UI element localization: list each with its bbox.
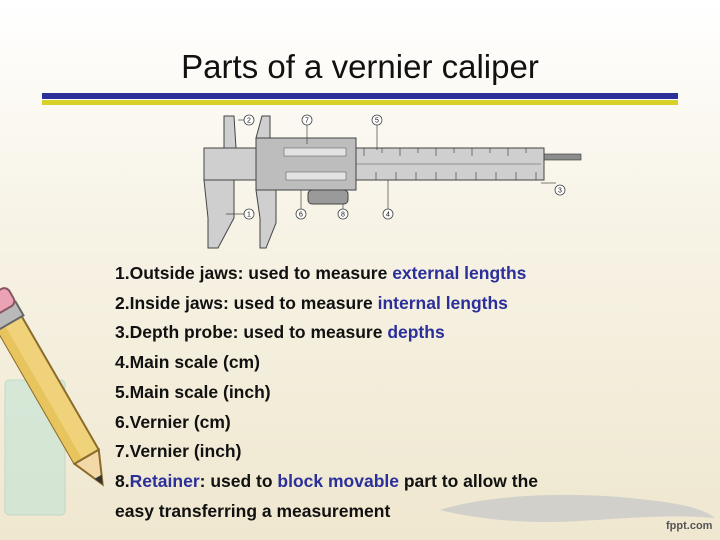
list-item: 3.Depth probe: used to measure depths [115,322,445,343]
footer-brand: fppt.com [666,520,713,532]
callout-1: 1 [247,211,251,219]
vernier-slider [256,138,356,190]
slide-title: Parts of a vernier caliper [181,48,539,85]
list-item: 7.Vernier (inch) [115,441,242,462]
list-item: 5.Main scale (inch) [115,381,271,402]
inside-jaw-movable [256,116,270,138]
callout-5: 5 [375,117,379,125]
callout-2: 2 [247,117,251,125]
callout-3: 3 [558,187,562,195]
retainer-screw [308,190,348,204]
list-item: 4.Main scale (cm) [115,352,260,373]
list-item: 2.Inside jaws: used to measure internal lengths [115,292,508,313]
callout-7: 7 [305,117,309,125]
callout-8: 8 [341,211,345,219]
callout-4: 4 [386,211,390,219]
title-divider-yellow [42,100,678,105]
list-item-continuation: easy transferring a measurement [115,500,391,521]
list-item: 8.Retainer: used to block movable part to allow the [115,470,539,491]
title-divider-blue [42,93,678,99]
list-item: 6.Vernier (cm) [115,411,231,432]
vernier-caliper-diagram [196,108,596,253]
parts-list [115,259,675,526]
outside-jaw-movable [256,190,276,248]
pencil-ruler-illustration [0,285,110,520]
list-item: 1.Outside jaws: used to measure external lengths [115,263,527,283]
callout-6: 6 [299,211,303,219]
inside-jaw-fixed [224,116,236,148]
